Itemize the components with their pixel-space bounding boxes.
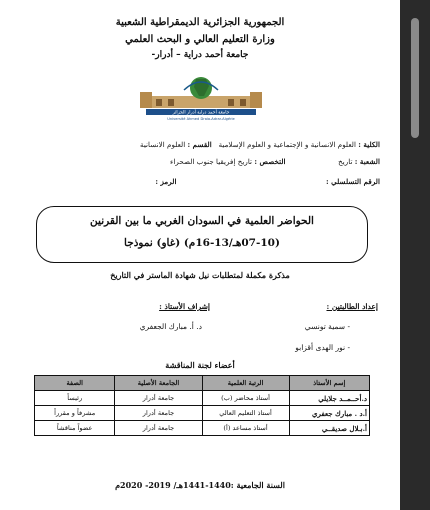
students-label: إعداد الطالبتين :	[326, 302, 378, 311]
faculty-label: الكلية :	[358, 140, 380, 149]
department-value: العلوم الانسانية	[140, 140, 186, 149]
scrollbar-thumb[interactable]	[411, 18, 419, 138]
member-role: عضواً مناقشاً	[35, 421, 115, 436]
column-header: الرتبة العلمية	[202, 376, 289, 391]
department-label: القسم :	[187, 140, 212, 149]
member-rank: أستاذ التعليم العالي	[202, 406, 289, 421]
supervisor-label: إشراف الأستاذ :	[159, 302, 210, 311]
code-label: الرمز :	[155, 177, 177, 186]
table-row	[35, 421, 370, 436]
member-role: رئيساً	[35, 391, 115, 406]
ministry-heading: وزارة التعليم العالي و البحث العلمي	[125, 34, 275, 45]
member-university: جامعة أدرار	[115, 391, 202, 406]
column-header: الصفة	[35, 376, 115, 391]
students-block	[228, 302, 378, 352]
column-header: الجامعة الأصلية	[115, 376, 202, 391]
viewer-side-panel	[400, 0, 430, 510]
member-role: مشرفاً و مقرراً	[35, 406, 115, 421]
faculty-value: العلوم الانسانية و الإجتماعية و العلوم الإسلامية	[218, 140, 356, 149]
member-name: أ.د . مبارك جعفري	[289, 406, 369, 421]
specialty-label: التخصص :	[254, 157, 286, 166]
faculty-row	[25, 140, 380, 149]
table-row	[35, 391, 370, 406]
member-rank: أستاذ محاضر (ب)	[202, 391, 289, 406]
serial-row	[25, 177, 380, 186]
thesis-title-line-1: الحواضر العلمية في السودان الغربي ما بين القرنين	[90, 215, 314, 227]
member-university: جامعة أدرار	[115, 406, 202, 421]
supervisor-block	[60, 302, 210, 331]
member-name: أ.بـلال صديقــي	[289, 421, 369, 436]
university-heading: جامعة أحمد دراية – أدرار-	[151, 50, 249, 60]
logo-latin-text: Université Ahmed Draia-Adrar-Algérie	[167, 117, 235, 121]
republic-heading: الجمهورية الجزائرية الديمقراطية الشعبية	[115, 17, 285, 28]
column-header: إسم الأستاذ	[289, 376, 369, 391]
committee-title: أعضاء لجنة المناقشة	[165, 360, 235, 370]
branch-row	[25, 157, 380, 166]
member-university: جامعة أدرار	[115, 421, 202, 436]
student-name: - نور الهدى أقزابو	[295, 343, 350, 352]
supervisor-name: د. أ. مبارك الجعفري	[139, 322, 202, 331]
academic-year: السنة الجامعية :1440-1441هـ/ 2019- 2020م	[115, 480, 285, 490]
branch-label: الشعبة :	[354, 157, 380, 166]
thesis-title-line-2: (07-10هـ/13-16م) (غاو) نموذجا	[124, 237, 280, 249]
member-rank: أستاذ مساعد (أ)	[202, 421, 289, 436]
table-row	[35, 406, 370, 421]
student-name: - سمية تونسي	[304, 322, 350, 331]
serial-label: الرقم التسلسلي :	[326, 177, 380, 186]
thesis-subtitle: مذكرة مكملة لمتطلبات نيل شهادة الماستر في التاريخ	[110, 270, 290, 280]
table-header-row	[35, 376, 370, 391]
committee-table	[34, 375, 370, 436]
specialty-value: تاريخ إفريقيا جنوب الصحراء	[170, 157, 253, 166]
logo-arabic-text: جامعة أحمد دراية أدرار الجزائر	[172, 110, 230, 116]
thesis-title-box	[36, 206, 368, 263]
university-logo	[126, 70, 276, 122]
branch-value: تاريخ	[338, 157, 353, 166]
member-name: د.أحــمــد جلايلي	[289, 391, 369, 406]
